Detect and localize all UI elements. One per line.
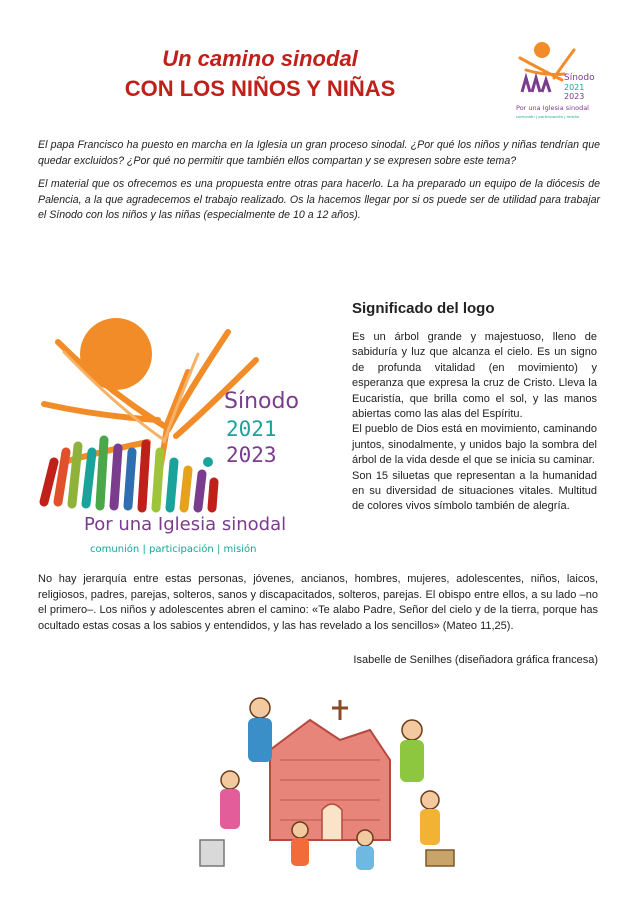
logo-word: Sínodo	[224, 389, 299, 414]
page-title	[0, 44, 520, 104]
small-logo-tagline: Por una Iglesia sinodal	[516, 104, 589, 112]
title-line-2: CON LOS NIÑOS Y NIÑAS	[124, 76, 396, 101]
small-logo-year1: 2021	[564, 83, 585, 92]
children-building-church-illustration	[190, 690, 465, 875]
meaning-paragraph-2: El pueblo de Dios está en movimiento, caminando juntos, sinodalmente, y unidos bajo la sombra del árbol de la vida desde el que se inicia su caminar.	[352, 423, 597, 467]
logo-meaning-text	[352, 330, 597, 515]
logo-tagline: Por una Iglesia sinodal	[84, 514, 287, 535]
meaning-paragraph-3: Son 15 siluetas que representan a la humanidad en su diversidad de situaciones vitales. Multitud de colores vivos símbolo también de alegría.	[352, 469, 597, 513]
section-title: Significado del logo	[352, 300, 495, 317]
small-logo-word: Sínodo	[564, 73, 595, 83]
intro	[38, 138, 600, 232]
meaning-paragraph-1: Es un árbol grande y majestuoso, lleno de sabiduría y luz que alcanza el cielo. Es un signo de profunda vitalidad (en movimiento) y esperanza que expresa la cruz de Cristo. Lleva la Eucaristía, que brilla como el sol, y las manos abiertas como las alas del Espíritu.	[352, 331, 597, 421]
synod-logo	[38, 312, 338, 557]
author-signature: Isabelle de Senilhes (diseñadora gráfica francesa)	[353, 654, 598, 666]
title-line-1: Un camino sinodal	[162, 46, 358, 71]
logo-year-1: 2021	[226, 417, 277, 441]
intro-paragraph-2: El material que os ofrecemos es una propuesta entre otras para hacerlo. La ha preparado un equipo de la diócesis de Palencia, a la que agradecemos el trabajo realizado. Os la hacemos llegar por si os puede ser de utilidad para trabajar el Sínodo con los niños y las niñas (especialmente de 10 a 12 años).	[38, 178, 600, 221]
logo-year-2: 2023	[226, 443, 277, 467]
meaning-paragraph-4: No hay jerarquía entre estas personas, jóvenes, ancianos, hombres, mujeres, adolescentes, niños, laicos, religiosos, padres, parejas, solteros, sanos y discapacitados, solteros, parejas. El obispo entre ellos, a su lado –no el primero–. Los niños y adolescentes abren el camino: «Te alabo Padre, Señor del cielo y de la tierra, porque has ocultado estas cosas a los sabios y entendidos, y las has revelado a los sencillos» (Mateo 11,25).	[38, 573, 598, 632]
intro-paragraph-1: El papa Francisco ha puesto en marcha en la Iglesia un gran proceso sinodal. ¿Por qué los niños y niñas tendrían que quedar excluidos? ¿Por qué no permitir que también ellos compartan y se expresen sobre este tema?	[38, 139, 600, 167]
logo-themes: comunión | participación | misión	[90, 544, 257, 555]
synod-logo-small	[512, 40, 598, 122]
small-logo-themes: comunión | participación | misión	[516, 114, 580, 119]
small-logo-year2: 2023	[564, 92, 585, 101]
